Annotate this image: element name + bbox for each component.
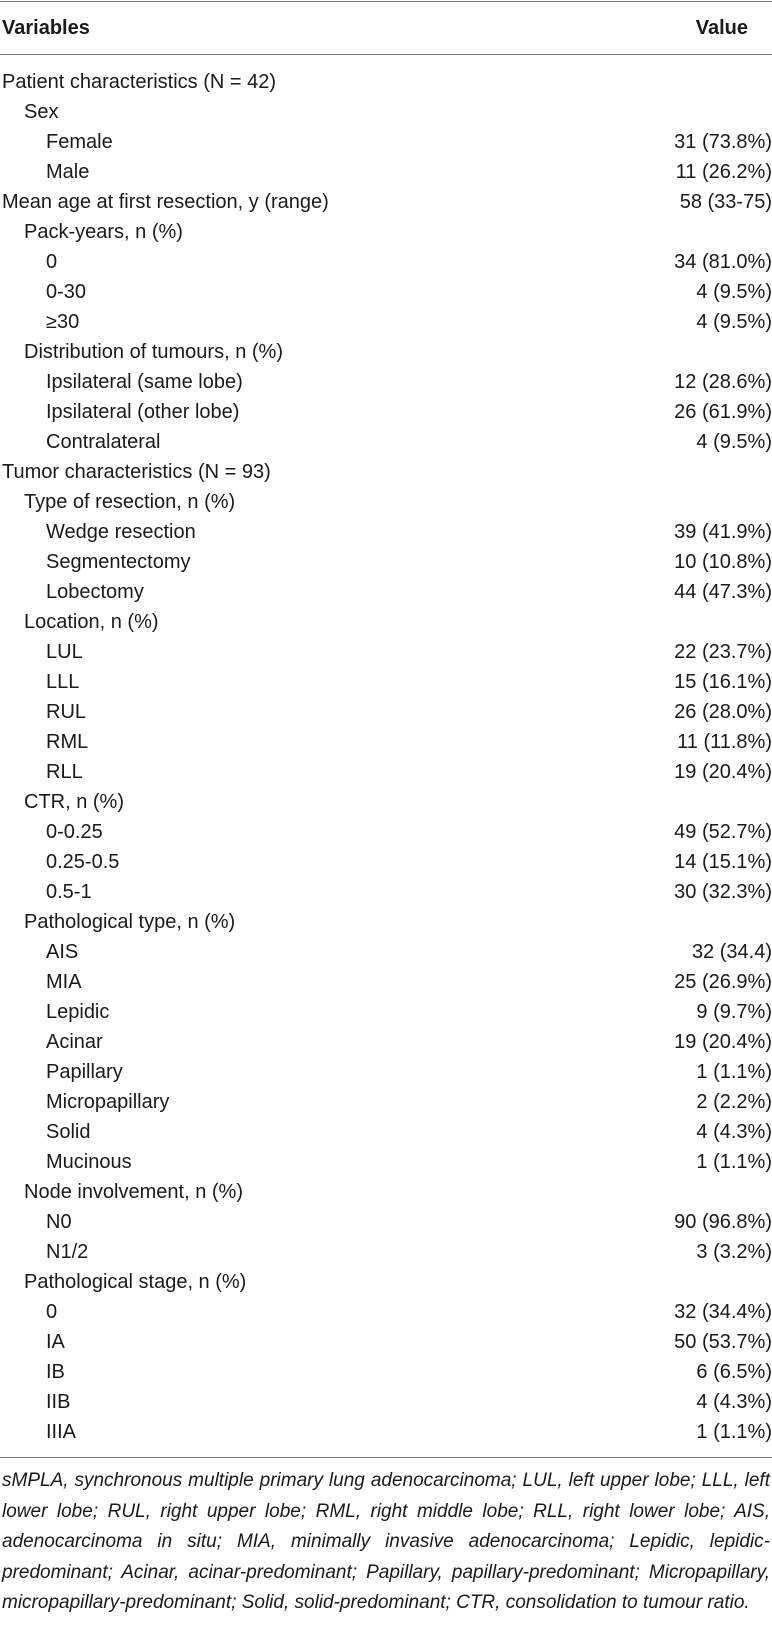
table-row bbox=[0, 607, 772, 637]
row-label: RUL bbox=[46, 701, 87, 723]
row-label: IB bbox=[46, 1361, 65, 1383]
row-value: 3 (3.2%) bbox=[696, 1241, 772, 1263]
row-label: Solid bbox=[46, 1121, 91, 1143]
row-label: ≥30 bbox=[46, 311, 80, 333]
table-row bbox=[0, 997, 772, 1027]
row-value: 4 (4.3%) bbox=[696, 1121, 772, 1143]
row-label: Ipsilateral (other lobe) bbox=[46, 401, 240, 423]
table-row bbox=[0, 157, 772, 187]
table-row bbox=[0, 667, 772, 697]
table-footnote: sMPLA, synchronous multiple primary lung adenocarcinoma; LUL, left upper lobe; LLL, left lower lobe; RUL, right upper lobe; RML, right middle lobe; RLL, right lower lobe; AIS, adenocarcinoma in situ; MIA, minimally invasive adenocarcinoma; Lepidic, lepidic-predominant; Acinar, acinar-predominant; Papillary, papillary-predominant; Micropapillary, micropapillary-predominant; Solid, solid-predominant; CTR, consolidation to tumour ratio. bbox=[2, 1470, 770, 1613]
row-label: 0.25-0.5 bbox=[46, 851, 120, 873]
row-value: 1 (1.1%) bbox=[696, 1151, 772, 1173]
table-row bbox=[0, 1147, 772, 1177]
table-row bbox=[0, 337, 772, 367]
row-label: 0 bbox=[46, 251, 58, 273]
row-label: Sex bbox=[24, 101, 59, 123]
row-value: 26 (28.0%) bbox=[674, 701, 772, 723]
table-row bbox=[0, 1057, 772, 1087]
table-row bbox=[0, 817, 772, 847]
row-label: Contralateral bbox=[46, 431, 161, 453]
row-value: 32 (34.4) bbox=[691, 941, 772, 963]
table-row bbox=[0, 517, 772, 547]
header-rule bbox=[0, 54, 772, 55]
row-value: 15 (16.1%) bbox=[674, 671, 772, 693]
row-value: 30 (32.3%) bbox=[674, 881, 772, 903]
row-value: 4 (9.5%) bbox=[696, 281, 772, 303]
row-value: 31 (73.8%) bbox=[674, 131, 772, 153]
row-label: Mean age at first resection, y (range) bbox=[2, 191, 329, 213]
row-label: Node involvement, n (%) bbox=[24, 1181, 243, 1203]
row-label: Wedge resection bbox=[46, 521, 196, 543]
row-label: RLL bbox=[46, 761, 83, 783]
table-row bbox=[0, 937, 772, 967]
row-value: 11 (11.8%) bbox=[677, 731, 772, 753]
row-label: CTR, n (%) bbox=[24, 791, 124, 813]
table-row bbox=[0, 787, 772, 817]
table-row bbox=[0, 727, 772, 757]
table-row bbox=[0, 307, 772, 337]
row-label: MIA bbox=[46, 971, 82, 993]
table-row bbox=[0, 1177, 772, 1207]
table-row bbox=[0, 547, 772, 577]
table-row bbox=[0, 1027, 772, 1057]
row-label: 0-0.25 bbox=[46, 821, 103, 843]
row-value: 6 (6.5%) bbox=[696, 1361, 772, 1383]
row-value: 10 (10.8%) bbox=[674, 551, 772, 573]
row-value: 50 (53.7%) bbox=[674, 1331, 772, 1353]
table-row bbox=[0, 97, 772, 127]
table-bottom-rule bbox=[0, 1457, 772, 1458]
row-value: 22 (23.7%) bbox=[674, 641, 772, 663]
table-row bbox=[0, 967, 772, 997]
table-row bbox=[0, 1417, 772, 1447]
row-value: 49 (52.7%) bbox=[674, 821, 772, 843]
row-label: Papillary bbox=[46, 1061, 123, 1083]
row-label: Micropapillary bbox=[46, 1091, 170, 1113]
table-row bbox=[0, 67, 772, 97]
row-label: Type of resection, n (%) bbox=[24, 491, 236, 513]
table-row bbox=[0, 217, 772, 247]
row-label: N1/2 bbox=[46, 1241, 89, 1263]
row-label: IA bbox=[46, 1331, 65, 1353]
table-row bbox=[0, 247, 772, 277]
row-value: 2 (2.2%) bbox=[696, 1091, 772, 1113]
table-row bbox=[0, 1297, 772, 1327]
row-value: 19 (20.4%) bbox=[674, 761, 772, 783]
row-label: Tumor characteristics (N = 93) bbox=[2, 461, 271, 483]
row-value: 11 (26.2%) bbox=[675, 161, 772, 183]
table-row bbox=[0, 127, 772, 157]
row-label: AIS bbox=[46, 941, 79, 963]
table-row bbox=[0, 697, 772, 727]
row-value: 1 (1.1%) bbox=[696, 1421, 772, 1443]
row-value: 4 (9.5%) bbox=[696, 431, 772, 453]
row-label: Pathological type, n (%) bbox=[24, 911, 236, 933]
table-row bbox=[0, 487, 772, 517]
row-label: 0-30 bbox=[46, 281, 87, 303]
header-variables: Variables bbox=[2, 17, 90, 39]
row-label: Mucinous bbox=[46, 1151, 132, 1173]
row-value: 19 (20.4%) bbox=[674, 1031, 772, 1053]
row-label: Pack-years, n (%) bbox=[24, 221, 183, 243]
row-value: 26 (61.9%) bbox=[674, 401, 772, 423]
row-label: IIB bbox=[46, 1391, 71, 1413]
table-row bbox=[0, 1387, 772, 1417]
table-row bbox=[0, 637, 772, 667]
table-row bbox=[0, 1117, 772, 1147]
row-value: 58 (33-75) bbox=[679, 191, 772, 213]
table-row bbox=[0, 847, 772, 877]
row-value: 14 (15.1%) bbox=[674, 851, 772, 873]
table-body bbox=[0, 67, 772, 1447]
row-label: N0 bbox=[46, 1211, 72, 1233]
table-row bbox=[0, 577, 772, 607]
row-label: Female bbox=[46, 131, 113, 153]
table-row bbox=[0, 907, 772, 937]
table-row bbox=[0, 757, 772, 787]
row-label: Lobectomy bbox=[46, 581, 144, 603]
table-row bbox=[0, 1327, 772, 1357]
row-label: Acinar bbox=[46, 1031, 103, 1053]
row-value: 44 (47.3%) bbox=[674, 581, 772, 603]
row-label: Location, n (%) bbox=[24, 611, 159, 633]
row-value: 12 (28.6%) bbox=[674, 371, 772, 393]
table-top-rule bbox=[0, 1, 772, 2]
row-label: 0 bbox=[46, 1301, 58, 1323]
row-value: 4 (4.3%) bbox=[696, 1391, 772, 1413]
row-value: 32 (34.4%) bbox=[674, 1301, 772, 1323]
row-label: Distribution of tumours, n (%) bbox=[24, 341, 283, 363]
table-row bbox=[0, 427, 772, 457]
table-row bbox=[0, 187, 772, 217]
row-value: 34 (81.0%) bbox=[674, 251, 772, 273]
table-row bbox=[0, 457, 772, 487]
row-label: Lepidic bbox=[46, 1001, 110, 1023]
row-label: Pathological stage, n (%) bbox=[24, 1271, 247, 1293]
row-value: 25 (26.9%) bbox=[674, 971, 772, 993]
table-row bbox=[0, 877, 772, 907]
row-label: Male bbox=[46, 161, 90, 183]
row-value: 4 (9.5%) bbox=[696, 311, 772, 333]
row-label: LUL bbox=[46, 641, 83, 663]
table-row bbox=[0, 1357, 772, 1387]
row-value: 39 (41.9%) bbox=[674, 521, 772, 543]
table-header bbox=[2, 13, 770, 43]
table-row bbox=[0, 277, 772, 307]
table-row bbox=[0, 397, 772, 427]
row-label: RML bbox=[46, 731, 89, 753]
row-label: Ipsilateral (same lobe) bbox=[46, 371, 243, 393]
row-label: LLL bbox=[46, 671, 80, 693]
header-value: Value bbox=[695, 17, 748, 39]
row-value: 1 (1.1%) bbox=[696, 1061, 772, 1083]
row-label: Patient characteristics (N = 42) bbox=[2, 71, 276, 93]
row-label: IIIA bbox=[46, 1421, 77, 1443]
row-label: 0.5-1 bbox=[46, 881, 92, 903]
table-row bbox=[0, 1267, 772, 1297]
row-value: 90 (96.8%) bbox=[674, 1211, 772, 1233]
table-row bbox=[0, 1087, 772, 1117]
row-label: Segmentectomy bbox=[46, 551, 191, 573]
row-value: 9 (9.7%) bbox=[696, 1001, 772, 1023]
table-row bbox=[0, 1207, 772, 1237]
table-row bbox=[0, 1237, 772, 1267]
table-row bbox=[0, 367, 772, 397]
